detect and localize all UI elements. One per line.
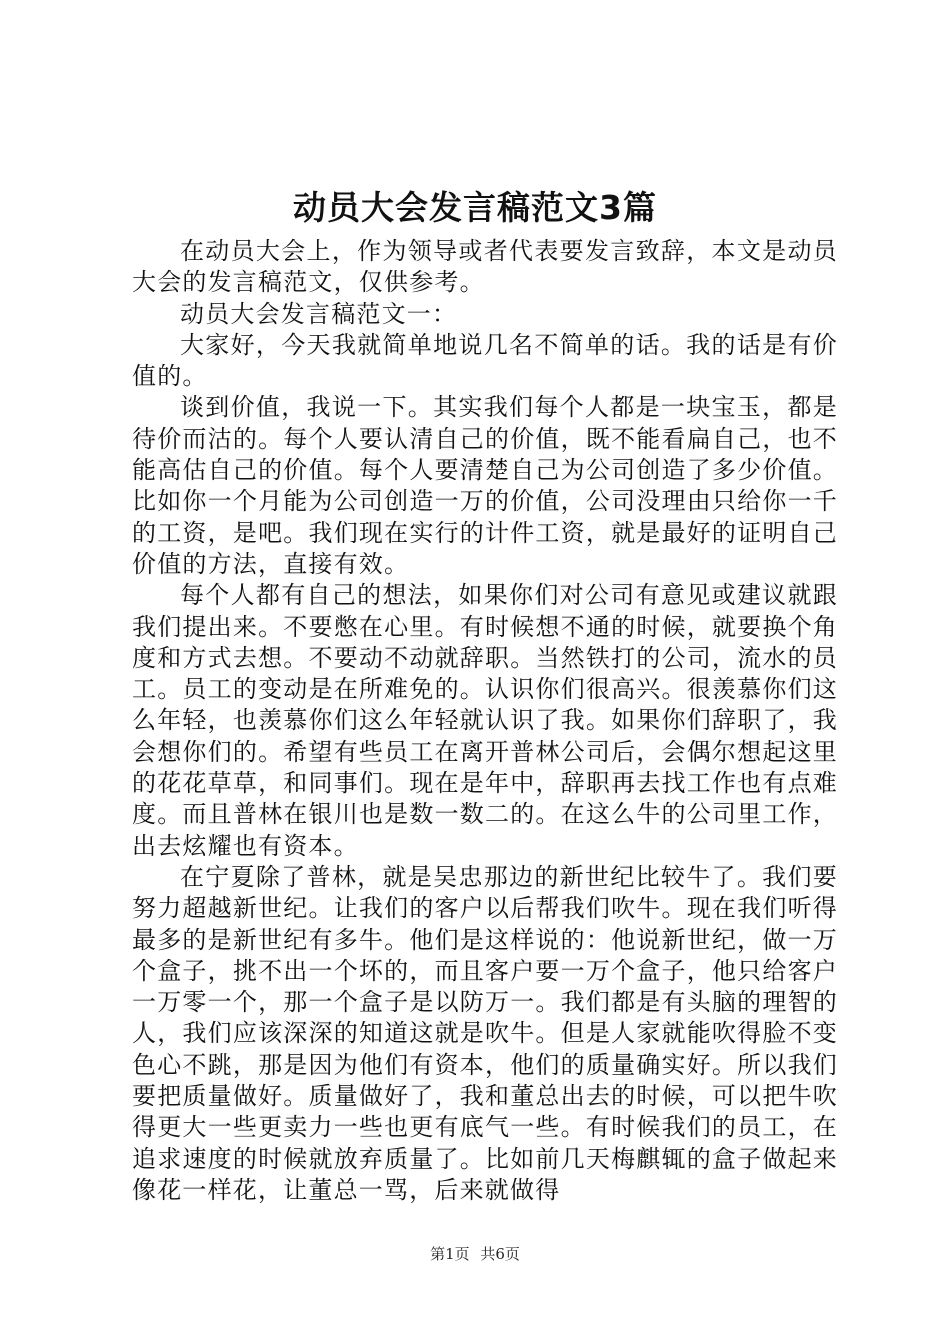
document-title: 动员大会发言稿范文3篇 [293,188,657,227]
paragraph-ideas: 每个人都有自己的想法，如果你们对公司有意见或建议就跟我们提出来。不要憋在心里。有时候想不通的时候，就要换个角度和方式去想。不要动不动就辞职。当然铁打的公司，流水的员工。员工的变动是在所难免的。认识你们很高兴。很羡慕你们这么年轻，也羡慕你们这么年轻就认识了我。如果你们辞职了，我会想你们的。希望有些员工在离开普林公司后，会偶尔想起这里的花花草草，和同事们。现在是年中，辞职再去找工作也有点难度。而且普林在银川也是数一数二的。在这么牛的公司里工作，出去炫耀也有资本。 [132,581,838,860]
paragraph-competitor: 在宁夏除了普林，就是吴忠那边的新世纪比较牛了。我们要努力超越新世纪。让我们的客户以后帮我们吹牛。现在我们听得最多的是新世纪有多牛。他们是这样说的：他说新世纪，做一万个盒子，挑不出一个坏的，而且客户要一万个盒子，他只给客户一万零一个，那一个盒子是以防万一。我们都是有头脑的理智的人，我们应该深深的知道这就是吹牛。但是人家就能吹得脸不变色心不跳，那是因为他们有资本，他们的质量确实好。所以我们要把质量做好。质量做好了，我和董总出去的时候，可以把牛吹得更大一些更卖力一些也更有底气一些。有时候我们的员工，在追求速度的时候就放弃质量了。比如前几天梅麒辄的盒子做起来像花一样花，让董总一骂，后来就做得 [132,862,838,1204]
page-total: 共6页 [480,1245,520,1263]
paragraph-intro: 在动员大会上，作为领导或者代表要发言致辞，本文是动员大会的发言稿范文，仅供参考。 [132,237,838,297]
page-footer [0,1244,950,1264]
document-body [132,236,838,1206]
paragraph-value: 谈到价值，我说一下。其实我们每个人都是一块宝玉，都是待价而沽的。每个人要认清自己的价值，既不能看扁自己，也不能高估自己的价值。每个人要清楚自己为公司创造了多少价值。比如你一个月能为公司创造一万的价值，公司没理由只给你一千的工资，是吧。我们现在实行的计件工资，就是最好的证明自己价值的方法，直接有效。 [132,393,838,578]
paragraph-greeting: 大家好，今天我就简单地说几名不简单的话。我的话是有价值的。 [132,330,838,391]
paragraph-section-heading: 动员大会发言稿范文一： [180,299,458,328]
page-number: 第1页 [430,1245,470,1263]
